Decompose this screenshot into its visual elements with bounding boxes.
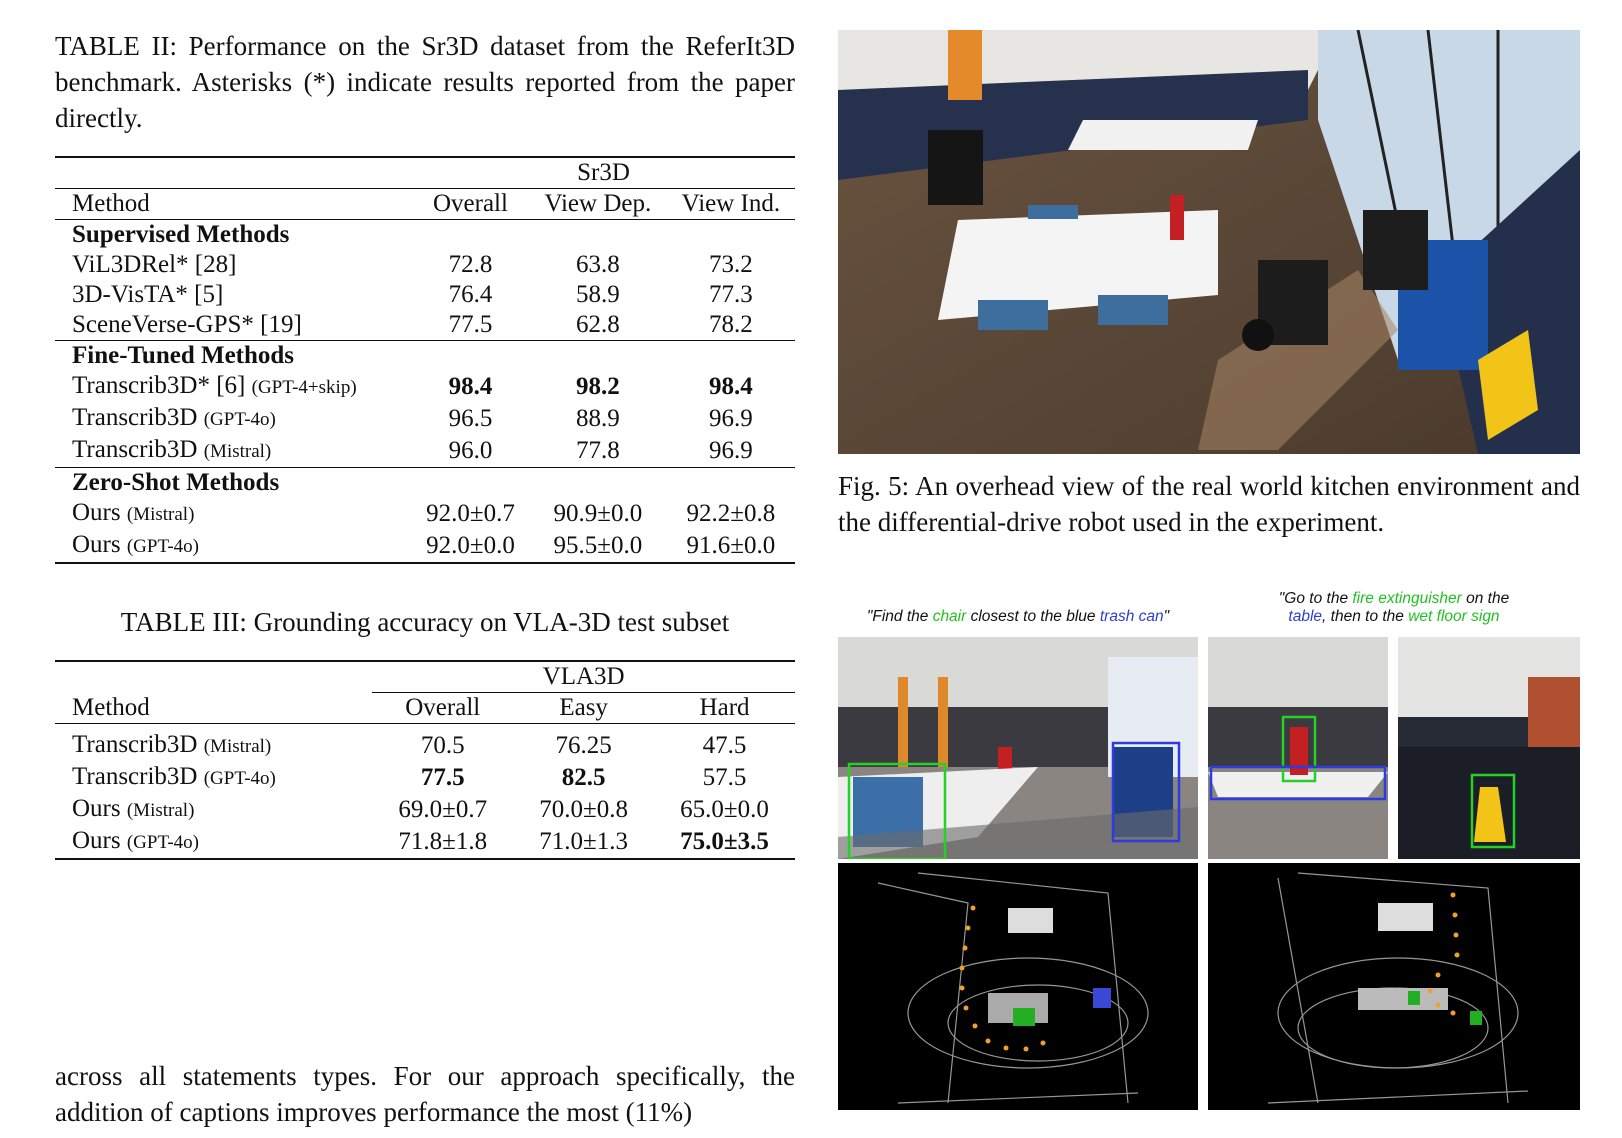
table3 [55, 660, 795, 860]
value-cell: 96.0 [448, 437, 493, 464]
method-name: Transcrib3D [72, 404, 198, 431]
value-cell: 82.5 [561, 764, 606, 791]
value-cell: 58.9 [575, 281, 620, 308]
method-note: (Mistral) [203, 441, 272, 462]
value-cell: 70.0±0.8 [539, 796, 628, 823]
table-row [55, 724, 795, 763]
prompt-right-text: "Go to the [1278, 590, 1353, 607]
method-name: Ours [72, 795, 121, 822]
prompt-right-text-mid2: , then to the [1322, 608, 1409, 625]
value-cell: 76.4 [448, 281, 493, 308]
method-cell [55, 371, 412, 403]
dataset-header: VLA3D [372, 661, 795, 693]
column-header: Overall [412, 189, 529, 220]
pano-left-drawing [838, 637, 1198, 859]
kitchen-photo-drawing [838, 30, 1580, 454]
pointcloud-right [1208, 863, 1580, 1110]
method-note: (Mistral) [126, 800, 195, 821]
method-note: (Mistral) [126, 504, 195, 525]
method-cell [55, 498, 412, 530]
column-header: Hard [699, 694, 750, 721]
method-name: Ours [72, 827, 121, 854]
method-note: (GPT-4o) [126, 832, 199, 853]
method-name: 3D-VisTA* [5] [72, 281, 224, 308]
method-cell [55, 530, 412, 563]
table-row [55, 826, 795, 859]
prompt-right-object-table: table [1288, 608, 1323, 625]
value-cell: 77.5 [420, 764, 465, 791]
kitchen-photo [838, 30, 1580, 454]
prompt-right-object-fire-extinguisher: fire extinguisher [1352, 590, 1462, 607]
value-cell: 65.0±0.0 [680, 796, 769, 823]
pointcloud-left [838, 863, 1198, 1110]
value-cell: 77.5 [448, 311, 493, 338]
method-note: (GPT-4o) [203, 768, 276, 789]
prompt-left-object-trash-can: trash can [1099, 608, 1164, 625]
prompt-right-object-wet-floor-sign: wet floor sign [1408, 608, 1500, 625]
method-name: Ours [72, 499, 121, 526]
column-header: Method [55, 189, 412, 220]
blank-cell [55, 157, 412, 189]
value-cell: 92.2±0.8 [686, 500, 776, 527]
column-header: Method [72, 693, 150, 721]
prompt-left [838, 608, 1198, 626]
table-row [55, 280, 795, 310]
value-cell: 90.9±0.0 [553, 500, 643, 527]
value-cell: 78.2 [709, 311, 753, 338]
column-header: View Ind. [667, 189, 795, 220]
prompt-right-text-mid: on the [1461, 590, 1510, 607]
value-cell: 71.8±1.8 [372, 826, 513, 859]
method-cell [55, 310, 412, 341]
method-cell [55, 280, 412, 310]
value-cell: 77.8 [575, 437, 620, 464]
method-cell [55, 435, 412, 468]
method-name: Transcrib3D [72, 436, 198, 463]
value-cell: 95.5±0.0 [529, 530, 667, 563]
column-header: Easy [559, 694, 608, 721]
value-cell: 71.0±1.3 [513, 826, 654, 859]
table-row [55, 310, 795, 341]
pointcloud-left-drawing [838, 863, 1198, 1110]
value-cell: 73.2 [709, 251, 753, 278]
value-cell: 77.3 [709, 281, 753, 308]
section-title: Zero-Shot Methods [55, 468, 795, 499]
value-cell: 72.8 [448, 251, 493, 278]
method-name: Transcrib3D* [6] [72, 372, 246, 399]
dataset-header: Sr3D [412, 157, 795, 189]
table-row [55, 762, 795, 794]
column-header: Overall [405, 694, 481, 721]
value-cell: 70.5 [372, 724, 513, 763]
body-paragraph: across all statements types. For our approach specifically, the addition of captions improves performance the most (11%) [55, 1061, 795, 1127]
value-cell: 57.5 [702, 764, 747, 791]
prompt-left-text-end: " [1163, 608, 1170, 625]
pano-right-a-drawing [1208, 637, 1388, 859]
table-row [55, 794, 795, 826]
method-note: (GPT-4+skip) [251, 377, 357, 398]
method-name: ViL3DRel* [28] [72, 251, 237, 278]
value-cell: 96.5 [448, 405, 493, 432]
value-cell: 76.25 [513, 724, 654, 763]
section-title: Fine-Tuned Methods [55, 341, 795, 372]
value-cell: 92.0±0.0 [412, 530, 529, 563]
pointcloud-right-drawing [1208, 863, 1580, 1110]
table2-caption: TABLE II: Performance on the Sr3D dataset from the ReferIt3D benchmark. Asterisks (*) indicate results reported from the paper directly. [55, 31, 795, 133]
table2 [55, 156, 795, 564]
table-row [55, 403, 795, 435]
value-cell: 69.0±0.7 [398, 796, 488, 823]
method-cell [55, 826, 372, 859]
method-name: SceneVerse-GPS* [19] [72, 311, 302, 338]
pano-right-a [1208, 637, 1388, 859]
figure-6 [838, 590, 1580, 1110]
prompt-left-text: "Find the [866, 608, 933, 625]
value-cell: 98.2 [575, 373, 620, 400]
pano-right-b-drawing [1398, 637, 1580, 859]
method-name: Transcrib3D [72, 731, 198, 758]
left-column [55, 28, 795, 860]
value-cell: 88.9 [575, 405, 620, 432]
method-note: (GPT-4o) [203, 409, 276, 430]
method-cell [55, 794, 372, 826]
blank-cell [55, 661, 372, 693]
pano-right-b [1398, 637, 1580, 859]
method-name: Transcrib3D [72, 763, 198, 790]
method-note: (GPT-4o) [126, 536, 199, 557]
method-cell [55, 403, 412, 435]
value-cell: 98.4 [448, 373, 493, 400]
value-cell: 63.8 [575, 251, 620, 278]
table-row [55, 498, 795, 530]
value-cell: 47.5 [654, 724, 795, 763]
value-cell: 96.9 [709, 437, 753, 464]
method-cell [55, 762, 372, 794]
value-cell: 96.9 [709, 405, 753, 432]
pano-left [838, 637, 1198, 859]
table-row [55, 530, 795, 563]
value-cell: 91.6±0.0 [667, 530, 795, 563]
table3-caption: TABLE III: Grounding accuracy on VLA-3D test subset [120, 607, 730, 637]
value-cell: 62.8 [575, 311, 620, 338]
prompt-left-text-mid: closest to the blue [966, 608, 1100, 625]
method-note: (Mistral) [203, 736, 272, 757]
prompt-left-object-chair: chair [932, 608, 967, 625]
table-row [55, 371, 795, 403]
method-name: Ours [72, 531, 121, 558]
fig5-caption: Fig. 5: An overhead view of the real world kitchen environment and the differential-drive robot used in the experiment. [838, 471, 1580, 537]
prompt-right [1208, 590, 1580, 626]
table-row [55, 250, 795, 280]
section-title: Supervised Methods [55, 220, 795, 251]
method-cell [55, 250, 412, 280]
value-cell: 92.0±0.7 [426, 500, 515, 527]
method-cell [55, 724, 372, 763]
value-cell: 98.4 [709, 373, 753, 400]
table-row [55, 435, 795, 468]
value-cell: 75.0±3.5 [654, 826, 795, 859]
column-header: View Dep. [529, 189, 667, 220]
